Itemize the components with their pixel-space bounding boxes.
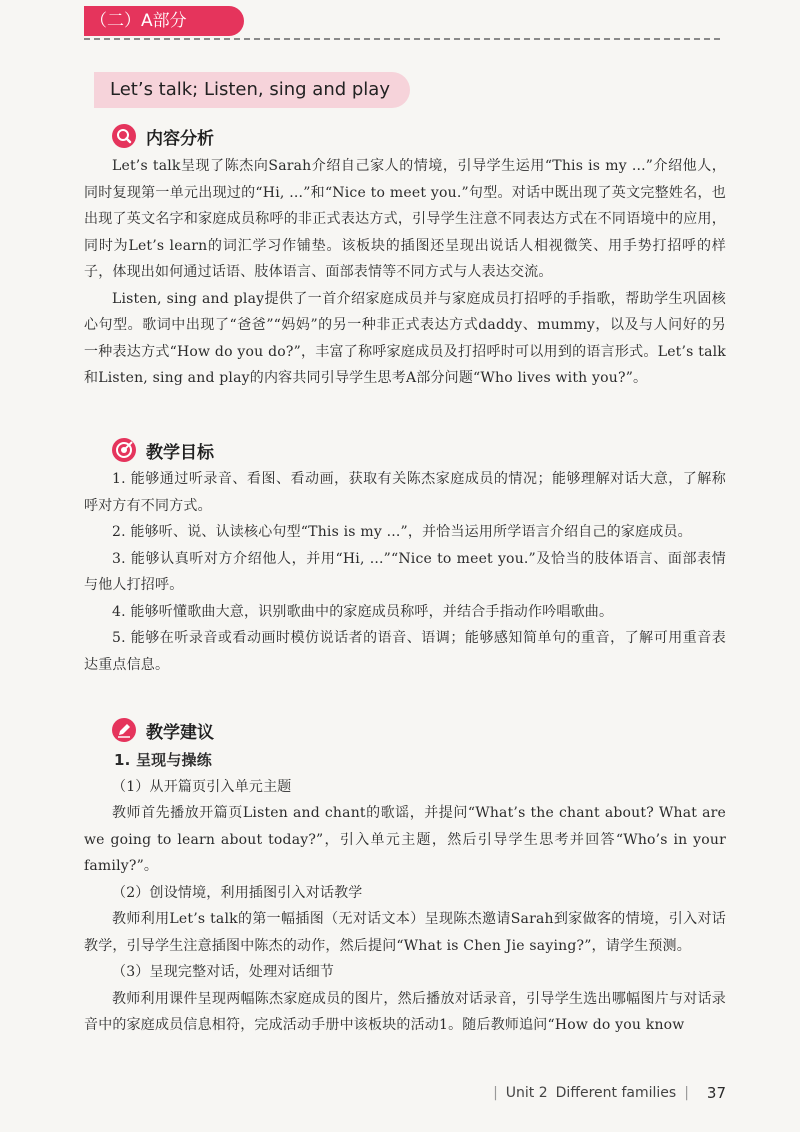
suggestions-subtitle: 1. 呈现与操练: [114, 751, 212, 769]
section-head-suggestions: [112, 716, 214, 744]
lesson-title-tab: Let’s talk; Listen, sing and play: [94, 72, 410, 108]
goal-item: 5. 能够在听录音或看动画时模仿说话者的语音、语调；能够感知简单句的重音，了解可用重音表达重点信息。: [84, 630, 726, 673]
target-icon: [112, 438, 136, 462]
part-divider: [84, 38, 720, 40]
step-text: 教师首先播放开篇页Listen and chant的歌谣，并提问“What’s the chant about? What are we going to learn about today?”，引入单元主题，然后引导学生思考并回答“Who’s in your family?”。: [84, 805, 726, 874]
part-header: （二）A部分: [84, 6, 244, 36]
pencil-icon: [112, 718, 136, 742]
analysis-paragraph-2: Listen, sing and play提供了一首介绍家庭成员并与家庭成员打招呼的手指歌，帮助学生巩固核心句型。歌词中出现了“爸爸”“妈妈”的另一种非正式表达方式daddy、mummy，以及与人问好的另一种表达方式“How do you do?”，丰富了称呼家庭成员及打招呼时可以用到的语言形式。Let’s talk和Listen, sing and play的内容共同引导学生思考A部分问题“Who lives with you?”。: [84, 290, 726, 386]
section-head-analysis: [112, 122, 214, 150]
step-heading: （3）呈现完整对话，处理对话细节: [112, 964, 335, 980]
step-text: 教师利用课件呈现两幅陈杰家庭成员的图片，然后播放对话录音，引导学生选出哪幅图片与对话录音中的家庭成员信息相符，完成活动手册中该板块的活动1。随后教师追问“How do you know: [84, 990, 726, 1033]
section-title: 教学目标: [146, 442, 214, 463]
goals-body: [84, 466, 726, 678]
page-footer: [485, 1084, 726, 1102]
goal-item: 1. 能够通过听录音、看图、看动画，获取有关陈杰家庭成员的情况；能够理解对话大意，了解称呼对方有不同方式。: [84, 471, 726, 514]
step-heading: （2）创设情境，利用插图引入对话教学: [112, 884, 363, 901]
analysis-paragraph-1: Let’s talk呈现了陈杰向Sarah介绍自己家人的情境，引导学生运用“This is my ...”介绍他人，同时复现第一单元出现过的“Hi, ...”和“Nice to meet you.”句型。对话中既出现了英文完整姓名，也出现了英文名字和家庭成员称呼的非正式表达方式，引导学生注意不同表达方式在不同语境中的应用，同时为Let’s learn的词汇学习作铺垫。该板块的插图还呈现出说话人相视微笑、用手势打招呼的样子，体现出如何通过话语、肢体语言、面部表情等不同方式与人表达交流。: [84, 158, 726, 280]
section-title: 内容分析: [146, 128, 214, 149]
goal-item: 3. 能够认真听对方介绍他人，并用“Hi, ...”“Nice to meet you.”及恰当的肢体语言、面部表情与他人打招呼。: [84, 550, 726, 593]
footer-divider: |: [684, 1085, 689, 1101]
magnifier-icon: [112, 124, 136, 148]
analysis-body: [84, 153, 726, 392]
section-title: 教学建议: [146, 722, 214, 743]
goal-item: 2. 能够听、说、认读核心句型“This is my ...”，并恰当运用所学语言介绍自己的家庭成员。: [112, 524, 692, 540]
section-head-goals: [112, 436, 214, 464]
step-text: 教师利用Let’s talk的第一幅插图（无对话文本）呈现陈杰邀请Sarah到家做客的情境，引入对话教学，引导学生注意插图中陈杰的动作，然后提问“What is Chen Jie saying?”，请学生预测。: [84, 911, 726, 954]
footer-unit-title: Different families: [555, 1085, 677, 1101]
footer-unit: Unit 2: [505, 1085, 548, 1101]
suggestions-body: [84, 747, 726, 1039]
goal-item: 4. 能够听懂歌曲大意，识别歌曲中的家庭成员称呼，并结合手指动作吟唱歌曲。: [112, 603, 614, 620]
footer-divider: |: [493, 1085, 498, 1101]
page-number: 37: [706, 1084, 726, 1102]
step-heading: （1）从开篇页引入单元主题: [112, 778, 292, 795]
